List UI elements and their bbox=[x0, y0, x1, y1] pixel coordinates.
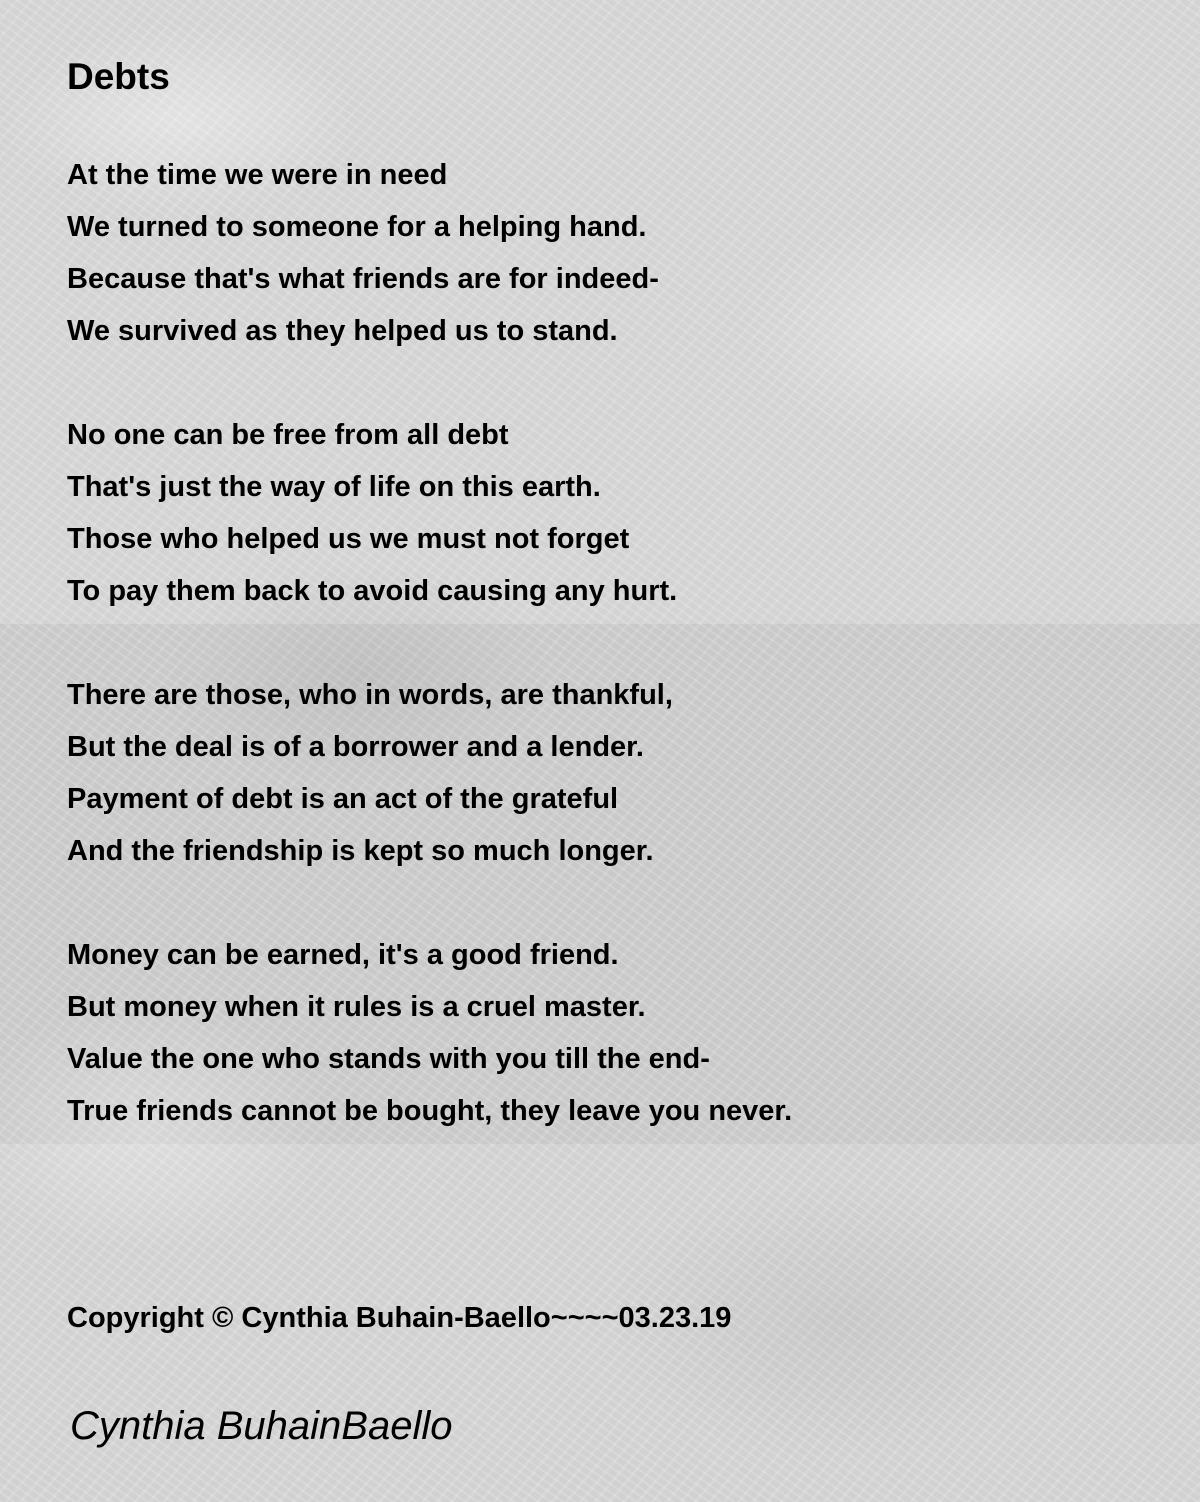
author-signature: Cynthia BuhainBaello bbox=[70, 1404, 453, 1448]
poem-line: At the time we were in need bbox=[67, 159, 448, 191]
poem-line: True friends cannot be bought, they leave you never. bbox=[67, 1095, 793, 1127]
poem-line: Those who helped us we must not forget bbox=[67, 523, 630, 555]
poem-line: And the friendship is kept so much longer. bbox=[67, 835, 654, 867]
stanza-3 bbox=[67, 669, 673, 877]
poem-line: We turned to someone for a helping hand. bbox=[67, 211, 647, 243]
poem-line: We survived as they helped us to stand. bbox=[67, 315, 618, 347]
poem-line: But the deal is of a borrower and a lender. bbox=[67, 731, 644, 763]
poem-line: Because that's what friends are for indeed- bbox=[67, 263, 659, 295]
stanza-2 bbox=[67, 409, 677, 617]
poem-line: Payment of debt is an act of the grateful bbox=[67, 783, 619, 815]
poem-line: There are those, who in words, are thankful, bbox=[67, 679, 673, 711]
poem-line: To pay them back to avoid causing any hurt. bbox=[67, 575, 678, 607]
poem-line: But money when it rules is a cruel master. bbox=[67, 991, 646, 1023]
poem-line: Value the one who stands with you till the end- bbox=[67, 1043, 710, 1075]
poem-title: Debts bbox=[67, 56, 170, 97]
poem-line: That's just the way of life on this earth. bbox=[67, 471, 601, 503]
stanza-4 bbox=[67, 929, 792, 1137]
copyright-notice: Copyright © Cynthia Buhain-Baello~~~~03.23.19 bbox=[67, 1302, 732, 1334]
poem-line: No one can be free from all debt bbox=[67, 419, 509, 451]
stanza-1 bbox=[67, 149, 659, 357]
poem-line: Money can be earned, it's a good friend. bbox=[67, 939, 619, 971]
